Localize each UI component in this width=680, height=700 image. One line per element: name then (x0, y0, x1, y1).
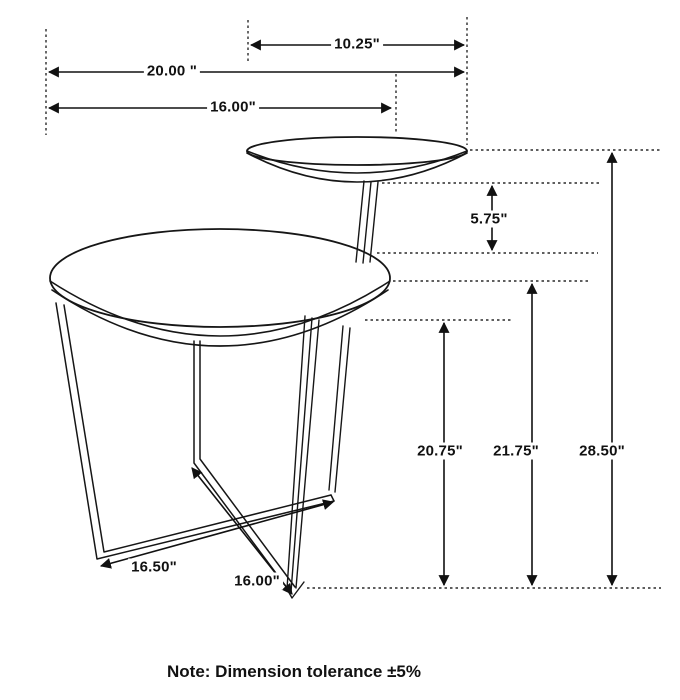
dim-label-upper-top-diameter: 10.25" (331, 36, 383, 53)
upper-tabletop (247, 137, 467, 165)
dim-label-lower-underside-height: 20.75" (414, 443, 466, 460)
dim-label-lower-table-height: 21.75" (490, 443, 542, 460)
dim-label-base-edge-front: 16.00" (231, 573, 283, 590)
back-leg (194, 341, 290, 592)
table-artwork (50, 137, 467, 598)
dim-label-overall-height: 28.50" (576, 443, 628, 460)
dim-label-lower-top-diameter: 16.00" (207, 99, 259, 116)
dim-label-overall-width: 20.00 " (144, 63, 200, 80)
tolerance-note: Note: Dimension tolerance ±5% (167, 662, 421, 681)
left-leg (56, 303, 334, 559)
lower-tabletop (50, 229, 390, 327)
post-leg (329, 326, 343, 490)
dim-label-base-edge-left: 16.50" (128, 559, 180, 576)
dim-label-tier-gap-height: 5.75" (467, 211, 510, 228)
